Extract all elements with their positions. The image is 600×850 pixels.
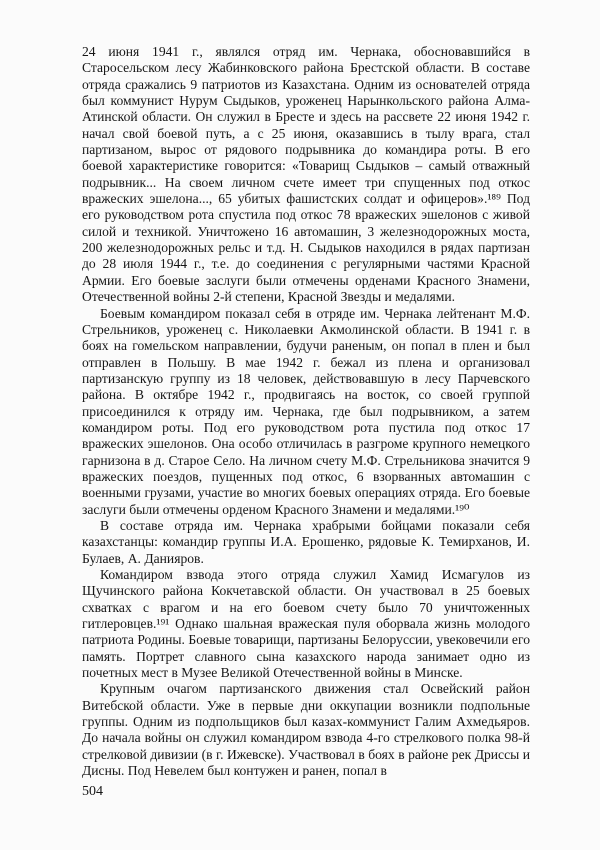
paragraph-kazakhstan-fighters: В составе отряда им. Чернака храбрыми бойцами показали себя казахстанцы: командир группы И.А. Ерошенко, рядовые К. Темирханов, И. Булаев, А. Данияров.: [82, 517, 530, 566]
page-number: 504: [82, 784, 103, 799]
paragraph-ismagulov: Командиром взвода этого отряда служил Хамид Исмагулов из Щучинского района Кокчетавской области. Он участвовал в 25 боевых схватках с врагом и на его боевом счету было 70 уничтоженных гитлеровцев.¹⁹¹ Однако шальная вражеская пуля оборвала жизнь молодого патриота Родины. Боевые товарищи, партизаны Белоруссии, увековечили его память. Портрет славного сына казахского народа занимает одно из почетных мест в Музее Великой Отечественной войны в Минске.: [82, 567, 530, 681]
body-text: [82, 44, 530, 779]
paragraph-strelnikov: Боевым командиром показал себя в отряде им. Чернака лейтенант М.Ф. Стрельников, уроженец с. Николаевки Акмолинской области. В 1941 г. в боях на гомельском направлении, будучи раненым, он попал в плен и был отправлен в Польшу. В мае 1942 г. бежал из плена и организовал партизанскую группу из 18 человек, действовавшую в лесу Парчевского района. В октябре 1942 г., продвигаясь на восток, со своей группой присоединился к отряду им. Чернака, где был подрывником, а затем командиром роты. Под его руководством рота пустила под откос 17 вражеских эшелонов. Она особо отличилась в разгроме крупного немецкого гарнизона в д. Старое Село. На личном счету М.Ф. Стрельникова значится 9 вражеских поездов, пущенных под откос, 6 взорванных автомашин с военными грузами, участие во многих боевых операциях отряда. Его боевые заслуги были отмечены орденом Красного Знамени и медалями.¹⁹⁰: [82, 305, 530, 517]
paragraph-osveya-district: Крупным очагом партизанского движения стал Освейский район Витебской области. Уже в первые дни оккупации возникли подпольные группы. Одним из подпольщиков был казах-коммунист Галим Ахмедьяров. До начала войны он служил командиром взвода 4-го стрелкового полка 98-й стрелковой дивизии (в г. Ижевске). Участвовал в боях в районе рек Дриссы и Дисны. Под Невелем был контужен и ранен, попал в: [82, 681, 530, 779]
paragraph-sydykov: 24 июня 1941 г., являлся отряд им. Чернака, обосновавшийся в Старосельском лесу Жабинковского района Брестской области. В составе отряда сражались 9 патриотов из Казахстана. Одним из основателей отряда был коммунист Нурум Сыдыков, уроженец Нарынкольского района Алма-Атинской области. Он служил в Бресте и здесь на рассвете 22 июня 1942 г. начал свой боевой путь, а с 25 июня, оказавшись в тылу врага, стал партизаном, вырос от рядового подрывника до командира роты. В его боевой характеристике говорится: «Товарищ Сыдыков – самый отважный подрывник... На своем личном счете имеет три спущенных под откос вражеских эшелона..., 65 убитых фашистских солдат и офицеров».¹⁸⁹ Под его руководством рота спустила под откос 78 вражеских эшелонов с живой силой и техникой. Уничтожено 16 автомашин, 3 железнодорожных моста, 200 железнодорожных рельс и т.д. Н. Сыдыков находился в рядах партизан до 28 июля 1944 г., т.е. до соединения с регулярными частями Красной Армии. Его боевые заслуги были отмечены орденами Красного Знамени, Отечественной войны 2-й степени, Красной Звезды и медалями.: [82, 44, 530, 305]
